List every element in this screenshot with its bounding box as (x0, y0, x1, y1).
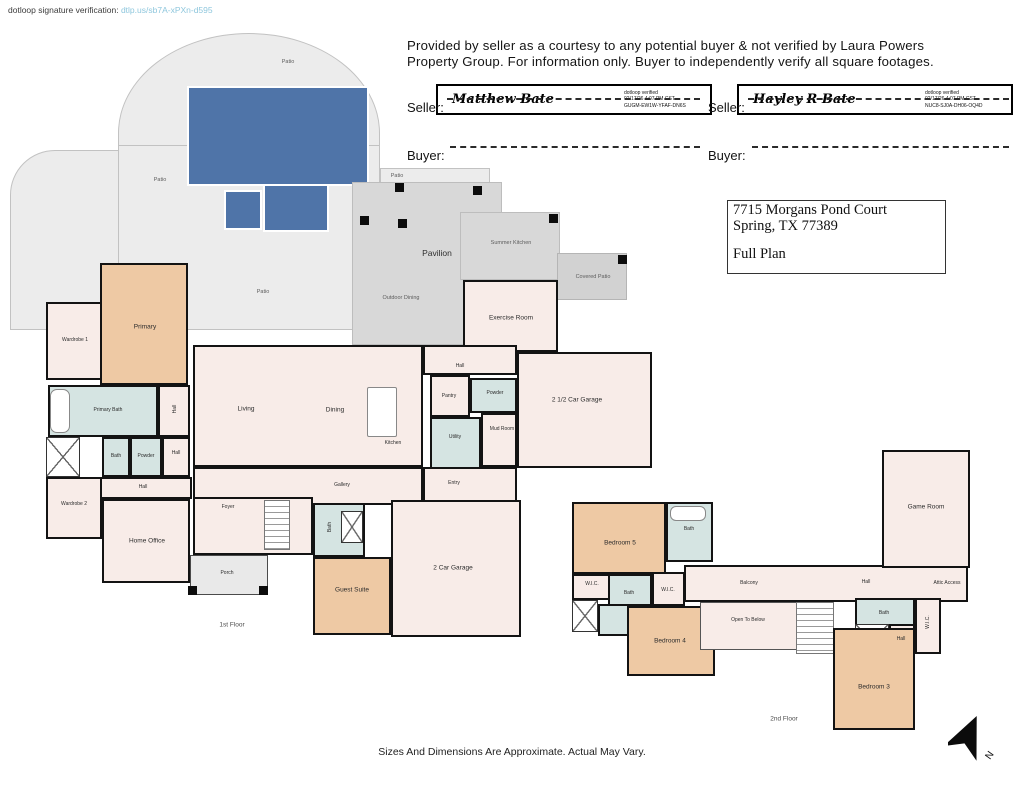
label-entry: Entry (448, 480, 460, 486)
north-arrow-icon (948, 714, 1000, 766)
label-guest-suite: Guest Suite (335, 586, 369, 594)
label-hall3: Hall (896, 636, 906, 642)
label-porch: Porch (220, 570, 234, 576)
bathtub-primary (50, 389, 70, 433)
label-mud-room: Mud Room (489, 426, 515, 432)
buyer-signature-line-2[interactable] (752, 146, 1009, 148)
verification-link[interactable]: dtlp.us/sb7A-xPXn-d595 (120, 5, 213, 15)
stamp2-line3: NUC8-SJ0A-DH06-OQ4D (925, 102, 983, 109)
label-wic-c: W.I.C. (925, 615, 931, 629)
property-info-box (727, 200, 946, 274)
label-garage-2: 2 Car Garage (433, 564, 473, 572)
label-covered-patio: Covered Patio (575, 274, 611, 280)
room-mud-room (481, 413, 517, 467)
signature-name-2: Hayley R Bate (753, 92, 856, 107)
label-primary: Primary (133, 323, 157, 331)
label-balcony: Balcony (740, 580, 758, 586)
disclaimer-text: Provided by seller as a courtesy to any potential buyer & not verified by Laura Powers Property Group. For information only. Buyer to independently verify all square footages. (407, 38, 934, 70)
north-label: N (983, 749, 997, 762)
stamp2-line2: 02/17/26 4:07 PM CST (925, 96, 976, 103)
buyer-signature-line-1[interactable] (450, 146, 700, 148)
room-foyer (193, 497, 313, 555)
label-utility: Utility (448, 434, 462, 440)
label-exercise-room: Exercise Room (488, 314, 534, 322)
pool-extension (263, 184, 329, 232)
label-wardrobe1: Wardrobe 1 (62, 337, 88, 343)
label-hall-small: Hall (171, 450, 181, 456)
stamp1-line3: GUGM-EW1W-YFAF-DN6S (624, 102, 686, 109)
label-patio-left: Patio (153, 177, 167, 183)
room-utility (430, 417, 481, 469)
kitchen-island (367, 387, 397, 437)
label-garage-25: 2 1/2 Car Garage (551, 396, 603, 404)
label-bedroom4: Bedroom 4 (654, 637, 686, 645)
room-wardrobe2 (46, 477, 102, 539)
stamp1-line2: 02/17/26 4:07 PM CST (624, 96, 675, 103)
label-outdoor-dining: Outdoor Dining (382, 295, 420, 301)
label-kitchen: Kitchen (384, 440, 402, 446)
footer-note: Sizes And Dimensions Are Approximate. Actual May Vary. (378, 746, 646, 758)
bathtub-bath5 (670, 506, 706, 521)
label-patio-right: Patio (390, 173, 404, 179)
pool-spa (224, 190, 262, 230)
room-hall-top (423, 345, 517, 375)
signature-name-1: Matthew Bate (452, 92, 554, 107)
label-wardrobe2: Wardrobe 2 (61, 501, 87, 507)
shower-guest (341, 511, 363, 543)
label-game-room: Game Room (907, 503, 945, 511)
label-bedroom5: Bedroom 5 (604, 539, 636, 547)
address-line2: Spring, TX 77389 (733, 217, 838, 234)
room-balcony-hall (684, 565, 968, 602)
label-bath5: Bath (683, 526, 695, 532)
pavilion-post (618, 255, 627, 264)
stairs-first-floor (264, 500, 290, 550)
room-guest-suite (313, 557, 391, 635)
pavilion-post (398, 219, 407, 228)
shower-primary (46, 437, 80, 477)
label-powder2: Powder (486, 390, 504, 396)
label-wic-a: W.I.C. (585, 581, 599, 587)
label-patio-mid: Patio (256, 289, 270, 295)
label-hall-mid: Hall (172, 404, 178, 414)
porch-post (188, 586, 197, 595)
label-attic-access: Attic Access (933, 580, 961, 586)
room-garage-25 (517, 352, 652, 468)
label-powder1: Powder (137, 453, 155, 459)
label-primary-bath: Primary Bath (93, 407, 123, 413)
room-hall-small (162, 437, 190, 477)
label-hall-2f: Hall (861, 579, 871, 585)
verification-line (8, 5, 213, 15)
pool-main (187, 86, 369, 186)
address-line1: 7715 Morgans Pond Court (733, 202, 888, 218)
buyer-label-2: Buyer: (708, 148, 746, 163)
label-bedroom3: Bedroom 3 (858, 683, 890, 691)
label-dining: Dining (325, 406, 345, 414)
stamp2-line1: dotloop verified (925, 90, 959, 97)
pavilion-post (549, 214, 558, 223)
pavilion-post (473, 186, 482, 195)
room-bedroom3 (833, 628, 915, 730)
pavilion-post (360, 216, 369, 225)
label-gallery: Gallery (334, 482, 350, 488)
label-pavilion: Pavilion (422, 248, 452, 258)
label-bath3: Bath (878, 610, 890, 616)
seller-label-2: Seller: (708, 100, 745, 115)
stamp1-line1: dotloop verified (624, 90, 658, 97)
label-hall-lower: Hall (138, 484, 148, 490)
seller-label-1: Seller: (407, 100, 444, 115)
verification-label: dotloop signature verification: (8, 5, 119, 15)
stairs-second-floor (796, 602, 834, 654)
porch-post (259, 586, 268, 595)
label-hall-top: Hall (455, 363, 465, 369)
label-second-floor: 2nd Floor (770, 715, 798, 723)
pavilion-post (395, 183, 404, 192)
label-first-floor: 1st Floor (219, 621, 245, 629)
room-bedroom5 (572, 502, 666, 574)
buyer-label-1: Buyer: (407, 148, 445, 163)
plan-title: Full Plan (733, 245, 786, 262)
label-patio-top: Patio (281, 59, 295, 65)
label-wic-b: W.I.C. (661, 587, 675, 593)
label-open-to-below: Open To Below (731, 617, 765, 623)
label-home-office: Home Office (128, 537, 166, 545)
label-summer-kitchen: Summer Kitchen (490, 240, 532, 246)
label-bath-b: Bath (623, 590, 635, 596)
shower-2f-left (572, 600, 598, 632)
label-living: Living (237, 405, 255, 413)
summer-kitchen-area (460, 212, 560, 280)
label-pantry: Pantry (441, 393, 457, 399)
label-foyer: Foyer (221, 504, 235, 510)
open-to-below (700, 602, 800, 650)
label-guest-bath: Bath (327, 521, 333, 533)
label-bath-small: Bath (110, 453, 122, 459)
